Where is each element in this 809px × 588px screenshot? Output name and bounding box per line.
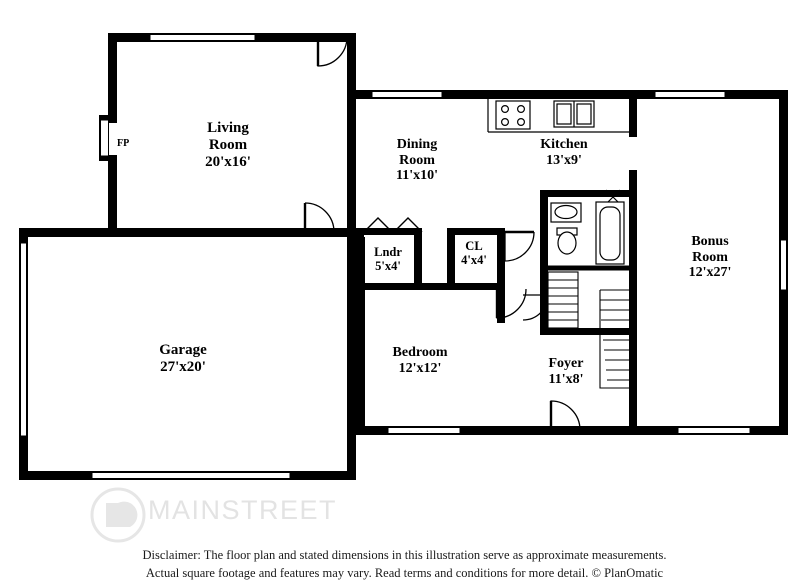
room-dimensions: 5'x4'	[375, 259, 401, 273]
room-name: Lndr	[374, 245, 402, 259]
kitchen-fixtures	[488, 99, 629, 132]
room-dimensions: 12'x12'	[398, 360, 442, 376]
room-dimensions: 27'x20'	[160, 358, 206, 375]
room-name: Kitchen	[540, 137, 588, 152]
sink-icon	[551, 203, 581, 222]
toilet-icon	[557, 228, 577, 254]
double-sink-icon	[554, 101, 594, 127]
room-name-2: Room	[208, 136, 248, 153]
room-dimensions: 12'x27'	[688, 265, 732, 281]
exterior-walls	[19, 33, 788, 480]
fireplace-label: FP	[117, 138, 130, 149]
room-name: Garage	[159, 342, 207, 358]
room-dimensions: 11'x10'	[395, 168, 439, 184]
range-icon	[496, 101, 530, 129]
bathtub-icon	[596, 202, 624, 264]
windows	[21, 35, 787, 479]
disclaimer-line-1: Disclaimer: The floor plan and stated dimensions in this illustration serve as approximate measurements.	[142, 547, 667, 562]
watermark-logo	[92, 489, 144, 541]
disclaimer	[0, 546, 809, 582]
room-name-2: Room	[399, 152, 435, 168]
room-name: CL	[465, 239, 483, 253]
bathroom-fixtures	[548, 202, 629, 268]
room-dimensions: 11'x8'	[548, 371, 584, 387]
room-name-2: Room	[692, 249, 728, 265]
room-name: Living	[207, 120, 249, 136]
room-name: Foyer	[548, 356, 584, 371]
room-dimensions: 13'x9'	[546, 152, 582, 168]
room-dimensions: 4'x4'	[461, 253, 487, 267]
room-name: Dining	[396, 137, 438, 152]
room-name: Bedroom	[392, 345, 448, 360]
room-dimensions: 20'x16'	[205, 153, 251, 170]
disclaimer-line-2: Actual square footage and features may vary. Read terms and conditions for more detail. © PlanOmatic	[145, 565, 664, 580]
watermark-text: MAINSTREET	[148, 495, 338, 525]
room-name: Bonus	[691, 234, 729, 249]
